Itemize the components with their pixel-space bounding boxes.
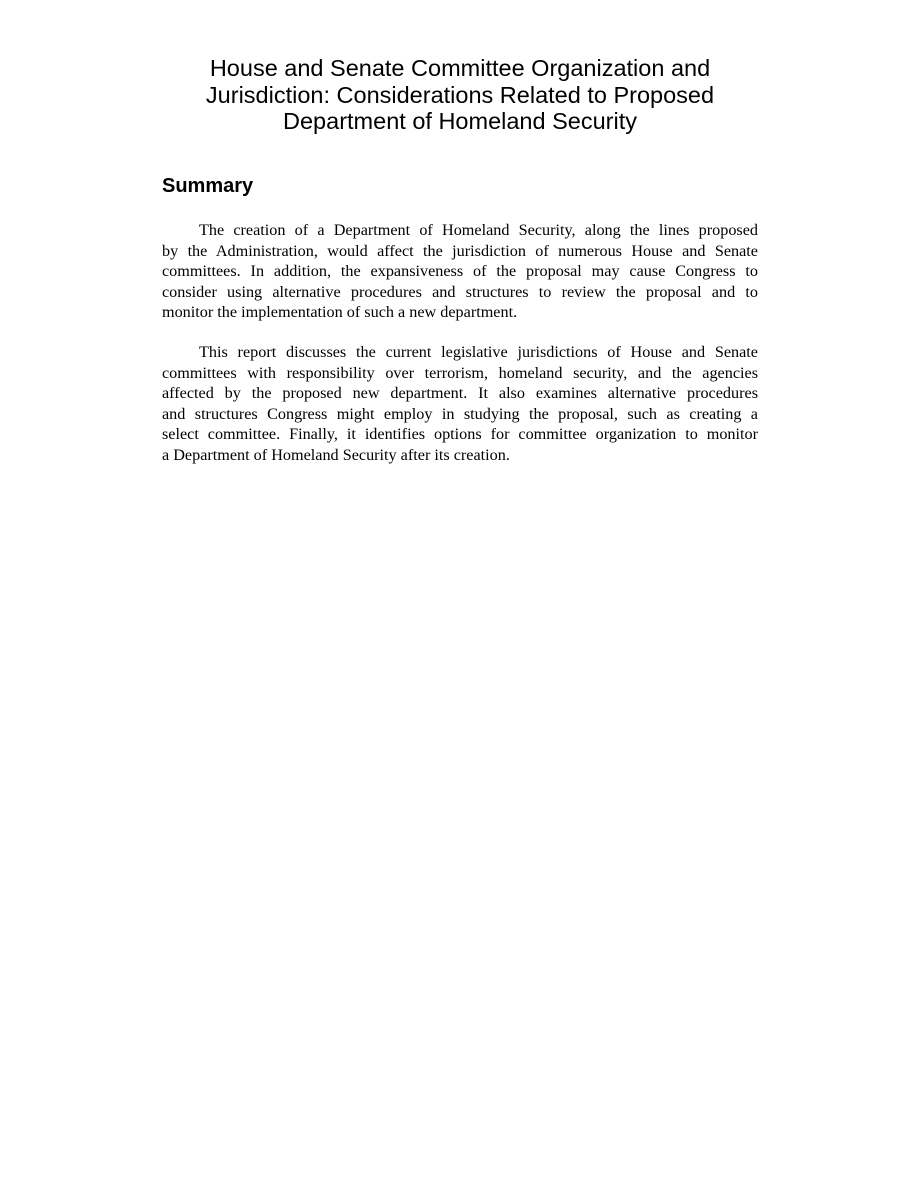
paragraph-line: and structures Congress might employ in studying the proposal, such as creating a: [162, 404, 758, 423]
paragraph-line: affected by the proposed new department. It also examines alternative procedures: [162, 384, 758, 402]
title-line: Jurisdiction: Considerations Related to Proposed: [205, 81, 715, 108]
paragraph-line: by the Administration, would affect the jurisdiction of numerous House and Senate: [162, 241, 758, 260]
paragraph-line: consider using alternative procedures and structures to review the proposal and to: [162, 282, 758, 301]
summary-paragraph: [162, 342, 758, 465]
paragraph-line: The creation of a Department of Homeland Security, along the lines proposed: [199, 221, 758, 239]
title-line: House and Senate Committee Organization and: [209, 55, 711, 81]
paragraph-line: This report discusses the current legislative jurisdictions of House and Senate: [199, 343, 758, 361]
paragraph-line: a Department of Homeland Security after its creation.: [162, 445, 510, 464]
document-title: [162, 55, 758, 135]
paragraph-line: committees with responsibility over terrorism, homeland security, and the agencies: [162, 363, 758, 382]
paragraph-line: monitor the implementation of such a new department.: [162, 303, 518, 321]
paragraph-line: committees. In addition, the expansiveness of the proposal may cause Congress to: [162, 262, 758, 280]
summary-heading: Summary: [162, 175, 254, 197]
paragraph-line: select committee. Finally, it identifies options for committee organization to monitor: [162, 425, 758, 443]
summary-paragraph: [162, 220, 758, 323]
title-line: Department of Homeland Security: [283, 108, 637, 134]
